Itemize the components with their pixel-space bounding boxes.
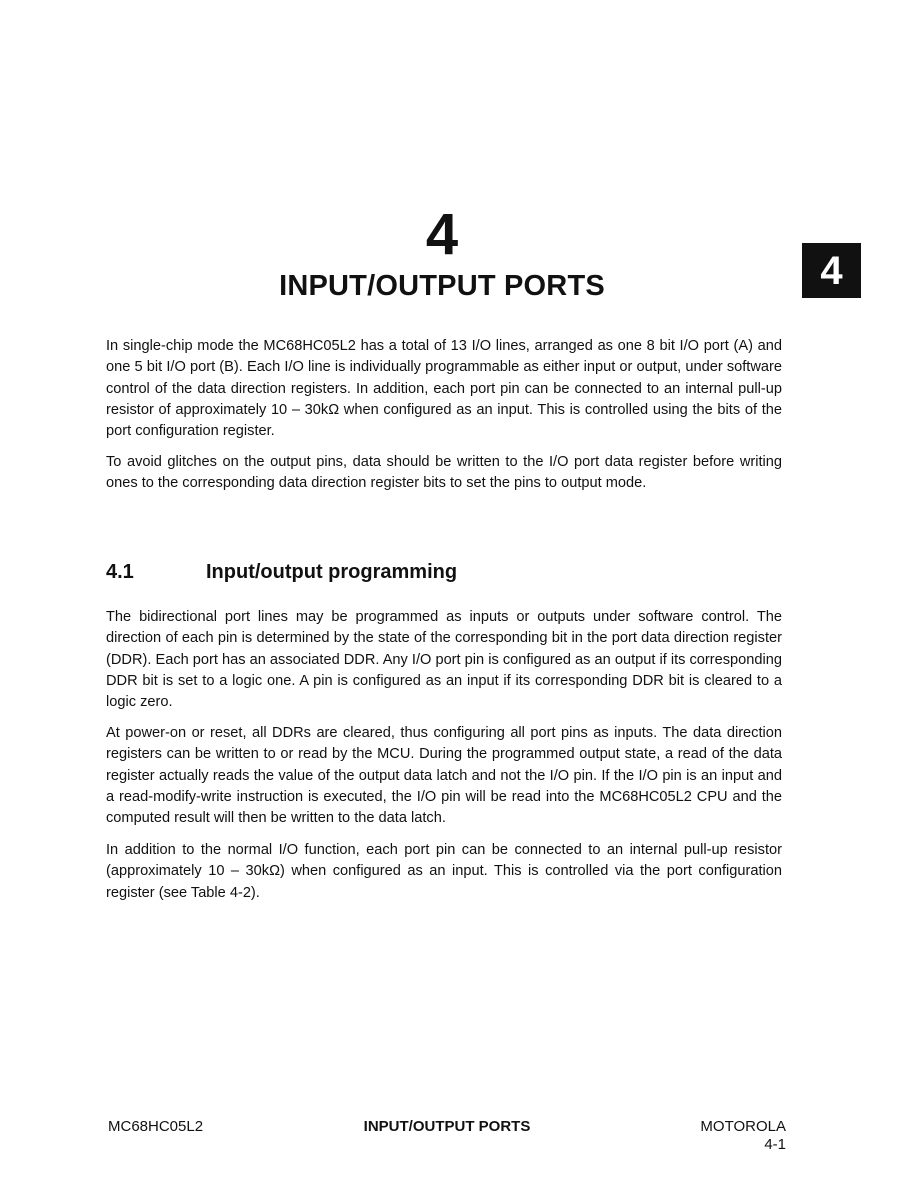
footer-page-number: 4-1: [764, 1136, 786, 1153]
chapter-side-tab: 4: [802, 243, 861, 298]
section-paragraph: At power-on or reset, all DDRs are cleared, thus configuring all port pins as inputs. The data direction registers can be written to or read by the MCU. During the programmed output state, a read of the data register actually reads the value of the output data latch and not the I/O pin. If the I/O pin is an input and a read-modify-write instruction is executed, the I/O pin will be read into the MC68HC05L2 CPU and the computed result will then be written to the data latch.: [106, 725, 782, 827]
section-title: Input/output programming: [206, 561, 458, 583]
section-paragraph: In addition to the normal I/O function, each port pin can be connected to an internal pull-up resistor (approximately 10 – 30kΩ) when configured as an input. This is controlled via the port configuration register (see Table 4-2).: [106, 842, 782, 901]
chapter-title: INPUT/OUTPUT PORTS: [279, 270, 605, 302]
chapter-number: 4: [425, 202, 459, 267]
section-number: 4.1: [106, 561, 134, 583]
intro-paragraph: To avoid glitches on the output pins, data should be written to the I/O port data register before writing ones to the corresponding data direction register bits to set the pins to output mode.: [106, 454, 782, 492]
section-paragraph: The bidirectional port lines may be programmed as inputs or outputs under software control. The direction of each pin is determined by the state of the corresponding bit in the port data direction register (DDR). Each port has an associated DDR. Any I/O port pin is configured as an output if its corresponding DDR bit is set to a logic one. A pin is configured as an input if its corresponding DDR bit is cleared to a logic zero.: [106, 609, 782, 711]
section-heading: [106, 559, 457, 585]
footer-publisher: [700, 1118, 786, 1154]
footer-chapter-title: INPUT/OUTPUT PORTS: [363, 1118, 531, 1135]
footer-device-name: MC68HC05L2: [108, 1118, 204, 1135]
intro-paragraph: In single-chip mode the MC68HC05L2 has a total of 13 I/O lines, arranged as one 8 bit I/O port (A) and one 5 bit I/O port (B). Each I/O line is individually programmable as either input or output, under software control of the data direction registers. In addition, each port pin can be connected to an internal pull-up resistor of approximately 10 – 30kΩ when configured as an input. This is controlled using the bits of the port configuration register.: [106, 338, 782, 440]
footer-publisher-name: MOTOROLA: [700, 1118, 786, 1135]
